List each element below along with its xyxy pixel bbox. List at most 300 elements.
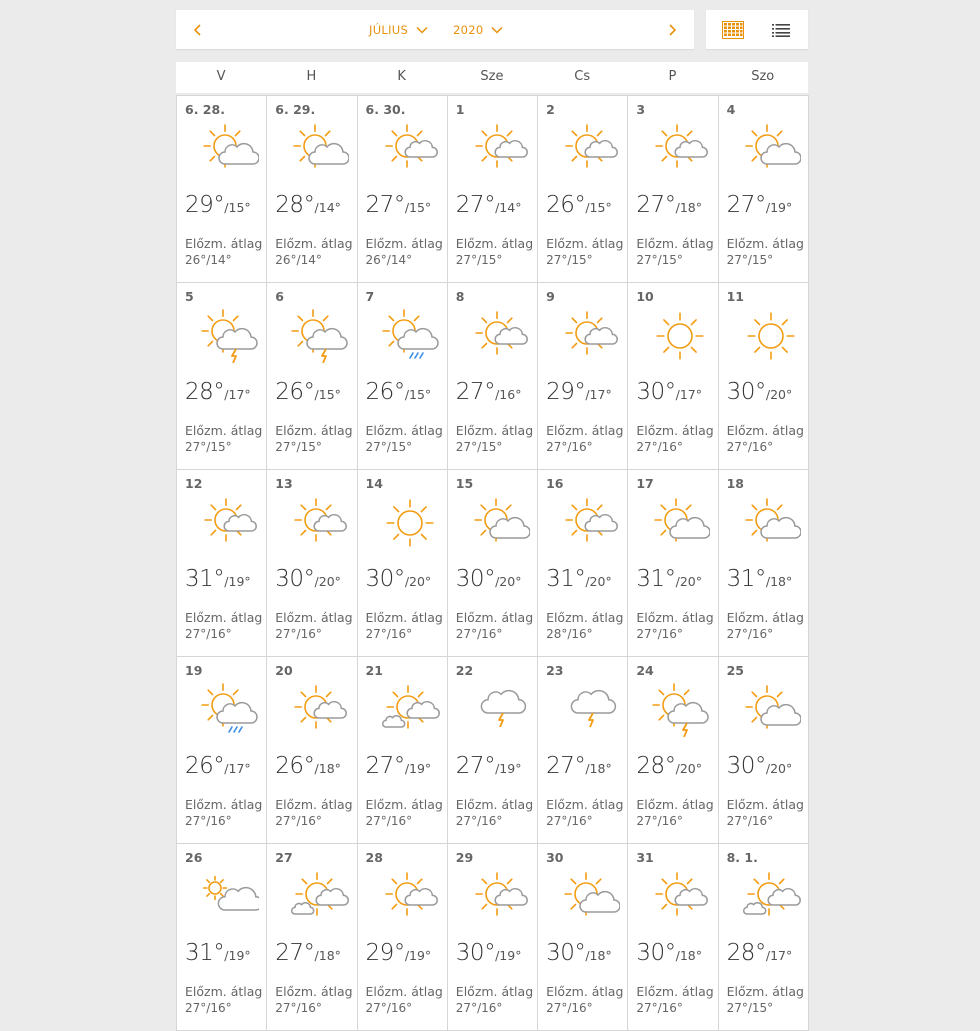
historical-average-value: 27°/16° bbox=[636, 627, 683, 641]
calendar-day-cell[interactable] bbox=[447, 469, 538, 657]
max-temperature: 28° bbox=[726, 940, 766, 966]
weekday-header bbox=[176, 62, 808, 93]
max-temperature: 27° bbox=[365, 753, 405, 779]
day-temperature bbox=[546, 192, 612, 218]
calendar-day-cell[interactable] bbox=[627, 282, 718, 470]
historical-average-value: 27°/16° bbox=[185, 814, 232, 828]
chevron-down-icon bbox=[416, 26, 428, 34]
calendar-day-cell[interactable] bbox=[266, 469, 357, 657]
day-temperature bbox=[275, 566, 341, 592]
min-temperature: /20° bbox=[765, 387, 793, 402]
sun-smallcloud-weather-icon bbox=[199, 496, 259, 550]
sun-smallcloud-weather-icon bbox=[650, 122, 710, 176]
weekday-label: Sze bbox=[480, 69, 504, 84]
historical-average-label: Előzm. átlag bbox=[636, 797, 714, 812]
historical-average-value: 27°/16° bbox=[275, 814, 322, 828]
day-date: 19 bbox=[185, 663, 203, 678]
max-temperature: 31° bbox=[546, 566, 586, 592]
weekday-label: P bbox=[668, 69, 677, 84]
day-date: 28 bbox=[365, 850, 383, 865]
historical-average-value: 27°/15° bbox=[636, 253, 683, 267]
day-temperature bbox=[727, 753, 793, 779]
day-temperature bbox=[366, 566, 432, 592]
calendar-day-cell[interactable] bbox=[266, 95, 357, 283]
min-temperature: /15° bbox=[404, 200, 432, 215]
sun-cloud-weather-icon bbox=[470, 496, 530, 550]
day-temperature bbox=[185, 379, 251, 405]
day-temperature bbox=[727, 940, 793, 966]
min-temperature: /18° bbox=[765, 574, 793, 589]
historical-average-label: Előzm. átlag bbox=[185, 984, 263, 999]
historical-average-value: 27°/16° bbox=[546, 440, 593, 454]
calendar-day-cell[interactable] bbox=[537, 843, 628, 1031]
min-temperature: /20° bbox=[314, 574, 341, 589]
sun-smallcloud-weather-icon bbox=[470, 870, 530, 924]
calendar-day-cell[interactable] bbox=[627, 656, 718, 844]
historical-average-label: Előzm. átlag bbox=[455, 236, 534, 251]
day-temperature bbox=[727, 566, 793, 592]
min-temperature: /18° bbox=[314, 948, 341, 963]
calendar-day-cell[interactable] bbox=[718, 656, 809, 844]
historical-average-value: 27°/15° bbox=[546, 253, 593, 267]
month-navigation-bar bbox=[176, 10, 694, 49]
max-temperature: 31° bbox=[185, 940, 225, 966]
weekday-label: Cs bbox=[574, 69, 591, 84]
max-temperature: 29° bbox=[546, 379, 586, 405]
min-temperature: /18° bbox=[675, 200, 702, 215]
day-date: 9 bbox=[546, 289, 555, 304]
historical-average-value: 27°/16° bbox=[275, 1001, 322, 1015]
calendar-day-cell[interactable] bbox=[266, 282, 357, 470]
day-temperature bbox=[636, 940, 702, 966]
max-temperature: 30° bbox=[275, 566, 315, 592]
day-date: 23 bbox=[546, 663, 564, 678]
min-temperature: /18° bbox=[314, 761, 341, 776]
historical-average-value: 27°/16° bbox=[185, 1001, 232, 1015]
day-temperature bbox=[275, 379, 341, 405]
historical-average-value: 27°/16° bbox=[455, 627, 503, 641]
max-temperature: 30° bbox=[726, 379, 766, 405]
day-temperature bbox=[546, 940, 612, 966]
day-temperature bbox=[456, 940, 522, 966]
sun-cloud-rain-weather-icon bbox=[380, 309, 440, 363]
day-date: 3 bbox=[636, 102, 646, 117]
sun-cloud-weather-icon bbox=[741, 496, 801, 550]
max-temperature: 31° bbox=[185, 566, 225, 592]
historical-average-value: 27°/16° bbox=[365, 1001, 413, 1015]
calendar-day-cell[interactable] bbox=[537, 95, 628, 283]
max-temperature: 30° bbox=[636, 379, 676, 405]
min-temperature: /18° bbox=[675, 948, 702, 963]
day-date: 24 bbox=[636, 663, 654, 678]
day-temperature bbox=[366, 940, 432, 966]
calendar-day-cell[interactable] bbox=[718, 843, 809, 1031]
historical-average-label: Előzm. átlag bbox=[365, 610, 443, 625]
list-view-button[interactable] bbox=[758, 10, 804, 49]
max-temperature: 30° bbox=[455, 940, 496, 966]
historical-average-label: Előzm. átlag bbox=[546, 236, 624, 251]
day-temperature bbox=[636, 379, 702, 405]
sun-cloud-weather-icon bbox=[741, 122, 801, 176]
day-temperature bbox=[727, 379, 793, 405]
sun-smallcloud-weather-icon bbox=[560, 496, 620, 550]
min-temperature: /19° bbox=[404, 948, 432, 963]
calendar-day-cell[interactable] bbox=[357, 95, 448, 283]
view-toggle-bar bbox=[706, 10, 808, 49]
calendar-day-cell[interactable] bbox=[718, 282, 809, 470]
day-temperature bbox=[366, 753, 432, 779]
day-temperature bbox=[185, 192, 251, 218]
max-temperature: 27° bbox=[275, 940, 315, 966]
calendar-grid bbox=[176, 95, 808, 1030]
calendar-grid-icon bbox=[722, 21, 744, 39]
max-temperature: 29° bbox=[185, 192, 225, 218]
calendar-day-cell[interactable] bbox=[357, 843, 448, 1031]
historical-average-value: 27°/16° bbox=[726, 814, 774, 828]
chevron-right-icon bbox=[667, 23, 677, 37]
historical-average-value: 28°/16° bbox=[546, 627, 593, 641]
sun-cloud-weather-icon bbox=[560, 870, 620, 924]
day-date: 14 bbox=[365, 476, 383, 491]
historical-average-value: 27°/16° bbox=[726, 627, 774, 641]
sun-smallcloud-weather-icon bbox=[470, 309, 530, 363]
day-temperature bbox=[636, 753, 702, 779]
day-date: 6. 30. bbox=[365, 102, 406, 117]
historical-average-value: 26°/14° bbox=[275, 253, 322, 267]
historical-average-label: Előzm. átlag bbox=[275, 797, 353, 812]
day-date: 25 bbox=[726, 663, 744, 678]
historical-average-label: Előzm. átlag bbox=[185, 423, 263, 438]
min-temperature: /20° bbox=[585, 574, 612, 589]
calendar-day-cell[interactable] bbox=[176, 282, 267, 470]
min-temperature: /14° bbox=[495, 200, 522, 215]
historical-average-value: 27°/15° bbox=[365, 440, 413, 454]
day-temperature bbox=[727, 192, 793, 218]
historical-average-label: Előzm. átlag bbox=[726, 423, 804, 438]
day-date: 16 bbox=[546, 476, 564, 491]
max-temperature: 30° bbox=[636, 940, 676, 966]
historical-average-label: Előzm. átlag bbox=[726, 236, 804, 251]
min-temperature: /19° bbox=[404, 761, 432, 776]
max-temperature: 30° bbox=[546, 940, 586, 966]
historical-average-label: Előzm. átlag bbox=[365, 423, 443, 438]
cloud-storm-weather-icon bbox=[470, 683, 530, 737]
max-temperature: 27° bbox=[455, 379, 496, 405]
sun-weather-icon bbox=[380, 496, 440, 550]
day-date: 8. 1. bbox=[726, 850, 758, 865]
calendar-day-cell[interactable] bbox=[357, 282, 448, 470]
sun-twoclouds-weather-icon bbox=[289, 870, 349, 924]
calendar-day-cell[interactable] bbox=[627, 469, 718, 657]
day-temperature bbox=[275, 192, 341, 218]
historical-average-label: Előzm. átlag bbox=[636, 984, 714, 999]
historical-average-label: Előzm. átlag bbox=[636, 423, 714, 438]
min-temperature: /19° bbox=[495, 761, 522, 776]
historical-average-label: Előzm. átlag bbox=[636, 236, 714, 251]
day-date: 22 bbox=[455, 663, 474, 678]
historical-average-label: Előzm. átlag bbox=[636, 610, 714, 625]
calendar-day-cell[interactable] bbox=[357, 469, 448, 657]
max-temperature: 29° bbox=[365, 940, 405, 966]
min-temperature: /18° bbox=[585, 948, 612, 963]
historical-average-label: Előzm. átlag bbox=[185, 797, 263, 812]
min-temperature: /14° bbox=[314, 200, 341, 215]
day-temperature bbox=[636, 566, 702, 592]
weekday-label: V bbox=[216, 69, 226, 84]
prev-month-button[interactable] bbox=[178, 10, 218, 49]
historical-average-value: 27°/16° bbox=[636, 440, 683, 454]
min-temperature: /15° bbox=[224, 200, 251, 215]
min-temperature: /19° bbox=[224, 574, 251, 589]
historical-average-value: 27°/16° bbox=[365, 627, 413, 641]
cloud-storm-weather-icon bbox=[560, 683, 620, 737]
day-date: 1 bbox=[455, 102, 465, 117]
day-date: 18 bbox=[726, 476, 744, 491]
day-temperature bbox=[366, 379, 432, 405]
calendar-day-cell[interactable] bbox=[537, 282, 628, 470]
max-temperature: 26° bbox=[185, 753, 225, 779]
min-temperature: /17° bbox=[765, 948, 793, 963]
max-temperature: 26° bbox=[275, 379, 315, 405]
day-date: 4 bbox=[726, 102, 736, 117]
historical-average-label: Előzm. átlag bbox=[275, 984, 353, 999]
sun-cloud-storm-weather-icon bbox=[289, 309, 349, 363]
max-temperature: 30° bbox=[365, 566, 405, 592]
day-date: 15 bbox=[455, 476, 474, 491]
day-date: 7 bbox=[365, 289, 375, 304]
historical-average-label: Előzm. átlag bbox=[275, 236, 353, 251]
calendar-day-cell[interactable] bbox=[537, 469, 628, 657]
min-temperature: /17° bbox=[224, 761, 251, 776]
calendar-day-cell[interactable] bbox=[718, 95, 809, 283]
day-temperature bbox=[456, 566, 522, 592]
max-temperature: 27° bbox=[365, 192, 405, 218]
historical-average-label: Előzm. átlag bbox=[455, 423, 534, 438]
historical-average-label: Előzm. átlag bbox=[546, 423, 624, 438]
day-temperature bbox=[546, 566, 612, 592]
day-date: 10 bbox=[636, 289, 654, 304]
historical-average-value: 27°/16° bbox=[455, 814, 503, 828]
day-temperature bbox=[636, 192, 702, 218]
sun-smallcloud-weather-icon bbox=[560, 309, 620, 363]
day-temperature bbox=[546, 379, 612, 405]
historical-average-value: 27°/16° bbox=[275, 627, 322, 641]
min-temperature: /16° bbox=[495, 387, 522, 402]
historical-average-value: 27°/15° bbox=[455, 253, 503, 267]
calendar-day-cell[interactable] bbox=[266, 843, 357, 1031]
max-temperature: 27° bbox=[726, 192, 766, 218]
historical-average-value: 27°/16° bbox=[636, 1001, 683, 1015]
calendar-day-cell[interactable] bbox=[447, 282, 538, 470]
min-temperature: /15° bbox=[585, 200, 612, 215]
historical-average-value: 27°/16° bbox=[636, 814, 683, 828]
day-date: 20 bbox=[275, 663, 293, 678]
day-date: 6. 28. bbox=[185, 102, 225, 117]
calendar-day-cell[interactable] bbox=[176, 656, 267, 844]
weekday-label: H bbox=[306, 69, 317, 84]
historical-average-value: 26°/14° bbox=[365, 253, 413, 267]
historical-average-label: Előzm. átlag bbox=[726, 797, 804, 812]
historical-average-value: 27°/16° bbox=[185, 627, 232, 641]
year-selector[interactable] bbox=[453, 10, 503, 49]
day-date: 21 bbox=[365, 663, 383, 678]
min-temperature: /17° bbox=[675, 387, 702, 402]
day-date: 13 bbox=[275, 476, 293, 491]
historical-average-value: 27°/16° bbox=[546, 1001, 593, 1015]
calendar-day-cell[interactable] bbox=[176, 469, 267, 657]
calendar-day-cell[interactable] bbox=[266, 656, 357, 844]
sun-cloud-rain-weather-icon bbox=[199, 683, 259, 737]
historical-average-value: 27°/15° bbox=[185, 440, 232, 454]
day-date: 17 bbox=[636, 476, 654, 491]
historical-average-value: 27°/15° bbox=[726, 253, 774, 267]
day-date: 31 bbox=[636, 850, 654, 865]
historical-average-value: 27°/15° bbox=[726, 1001, 774, 1015]
max-temperature: 28° bbox=[636, 753, 676, 779]
historical-average-value: 27°/15° bbox=[275, 440, 322, 454]
historical-average-value: 27°/15° bbox=[455, 440, 503, 454]
historical-average-label: Előzm. átlag bbox=[455, 797, 534, 812]
day-date: 29 bbox=[455, 850, 474, 865]
weekday-label: Szo bbox=[751, 69, 775, 84]
min-temperature: /15° bbox=[404, 387, 432, 402]
sun-smallcloud-weather-icon bbox=[380, 870, 440, 924]
day-temperature bbox=[366, 192, 432, 218]
min-temperature: /19° bbox=[765, 200, 793, 215]
max-temperature: 27° bbox=[455, 192, 496, 218]
historical-average-value: 27°/16° bbox=[546, 814, 593, 828]
month-label: JÚLIUS bbox=[369, 22, 409, 37]
chevron-down-icon bbox=[491, 26, 503, 34]
day-date: 2 bbox=[546, 102, 555, 117]
historical-average-value: 27°/16° bbox=[455, 1001, 503, 1015]
calendar-day-cell[interactable] bbox=[447, 95, 538, 283]
max-temperature: 28° bbox=[185, 379, 225, 405]
max-temperature: 26° bbox=[546, 192, 586, 218]
min-temperature: /17° bbox=[224, 387, 251, 402]
sun-cloud-weather-icon bbox=[650, 496, 710, 550]
sun-weather-icon bbox=[741, 309, 801, 363]
historical-average-label: Előzm. átlag bbox=[546, 797, 624, 812]
day-temperature bbox=[275, 753, 341, 779]
sun-smallcloud-weather-icon bbox=[650, 870, 710, 924]
calendar-day-cell[interactable] bbox=[627, 95, 718, 283]
min-temperature: /19° bbox=[495, 948, 522, 963]
max-temperature: 27° bbox=[455, 753, 496, 779]
sun-cloud-weather-icon bbox=[289, 122, 349, 176]
historical-average-label: Előzm. átlag bbox=[365, 797, 443, 812]
sun-cloud-storm-weather-icon bbox=[650, 683, 710, 737]
min-temperature: /20° bbox=[675, 761, 702, 776]
min-temperature: /17° bbox=[585, 387, 612, 402]
min-temperature: /19° bbox=[224, 948, 251, 963]
year-label: 2020 bbox=[453, 22, 484, 37]
chevron-left-icon bbox=[193, 23, 203, 37]
historical-average-label: Előzm. átlag bbox=[365, 984, 443, 999]
min-temperature: /18° bbox=[585, 761, 612, 776]
max-temperature: 27° bbox=[546, 753, 586, 779]
historical-average-label: Előzm. átlag bbox=[185, 610, 263, 625]
calendar-day-cell[interactable] bbox=[176, 843, 267, 1031]
sun-smallcloud-weather-icon bbox=[289, 683, 349, 737]
day-temperature bbox=[185, 940, 251, 966]
weekday-label: K bbox=[397, 69, 406, 84]
max-temperature: 27° bbox=[636, 192, 676, 218]
historical-average-label: Előzm. átlag bbox=[275, 610, 353, 625]
calendar-day-cell[interactable] bbox=[537, 656, 628, 844]
day-date: 30 bbox=[546, 850, 564, 865]
day-temperature bbox=[546, 753, 612, 779]
sun-smallcloud-weather-icon bbox=[470, 122, 530, 176]
sun-cloud-weather-icon bbox=[199, 122, 259, 176]
smallsun-cloud-weather-icon bbox=[199, 870, 259, 924]
sun-cloud-weather-icon bbox=[741, 683, 801, 737]
sun-weather-icon bbox=[650, 309, 710, 363]
historical-average-label: Előzm. átlag bbox=[546, 610, 624, 625]
historical-average-label: Előzm. átlag bbox=[726, 984, 804, 999]
calendar-day-cell[interactable] bbox=[357, 656, 448, 844]
calendar-day-cell[interactable] bbox=[718, 469, 809, 657]
day-date: 6 bbox=[275, 289, 284, 304]
calendar-view-button[interactable] bbox=[710, 10, 756, 49]
max-temperature: 26° bbox=[365, 379, 405, 405]
calendar-day-cell[interactable] bbox=[627, 843, 718, 1031]
max-temperature: 31° bbox=[726, 566, 766, 592]
day-date: 8 bbox=[455, 289, 465, 304]
calendar-day-cell[interactable] bbox=[176, 95, 267, 283]
min-temperature: /20° bbox=[404, 574, 432, 589]
month-selector[interactable] bbox=[369, 10, 428, 49]
list-icon bbox=[772, 23, 790, 37]
sun-smallcloud-weather-icon bbox=[289, 496, 349, 550]
day-temperature bbox=[456, 753, 522, 779]
day-temperature bbox=[185, 566, 251, 592]
sun-smallcloud-weather-icon bbox=[560, 122, 620, 176]
min-temperature: /15° bbox=[314, 387, 341, 402]
sun-cloud-storm-weather-icon bbox=[199, 309, 259, 363]
day-temperature bbox=[456, 192, 522, 218]
day-date: 11 bbox=[726, 289, 744, 304]
historical-average-label: Előzm. átlag bbox=[275, 423, 353, 438]
calendar-day-cell[interactable] bbox=[447, 656, 538, 844]
max-temperature: 30° bbox=[455, 566, 496, 592]
max-temperature: 26° bbox=[275, 753, 315, 779]
max-temperature: 30° bbox=[726, 753, 766, 779]
min-temperature: /20° bbox=[675, 574, 702, 589]
calendar-day-cell[interactable] bbox=[447, 843, 538, 1031]
historical-average-value: 27°/16° bbox=[365, 814, 413, 828]
next-month-button[interactable] bbox=[652, 10, 692, 49]
historical-average-label: Előzm. átlag bbox=[455, 610, 534, 625]
sun-smallcloud-weather-icon bbox=[380, 122, 440, 176]
day-temperature bbox=[185, 753, 251, 779]
day-date: 26 bbox=[185, 850, 203, 865]
historical-average-label: Előzm. átlag bbox=[726, 610, 804, 625]
historical-average-label: Előzm. átlag bbox=[546, 984, 624, 999]
max-temperature: 28° bbox=[275, 192, 315, 218]
historical-average-value: 26°/14° bbox=[185, 253, 232, 267]
historical-average-label: Előzm. átlag bbox=[365, 236, 443, 251]
sun-twoclouds-weather-icon bbox=[380, 683, 440, 737]
min-temperature: /20° bbox=[495, 574, 522, 589]
day-temperature bbox=[456, 379, 522, 405]
day-temperature bbox=[275, 940, 341, 966]
day-date: 27 bbox=[275, 850, 293, 865]
historical-average-value: 27°/16° bbox=[726, 440, 774, 454]
historical-average-label: Előzm. átlag bbox=[455, 984, 534, 999]
historical-average-label: Előzm. átlag bbox=[185, 236, 263, 251]
day-date: 12 bbox=[185, 476, 203, 491]
